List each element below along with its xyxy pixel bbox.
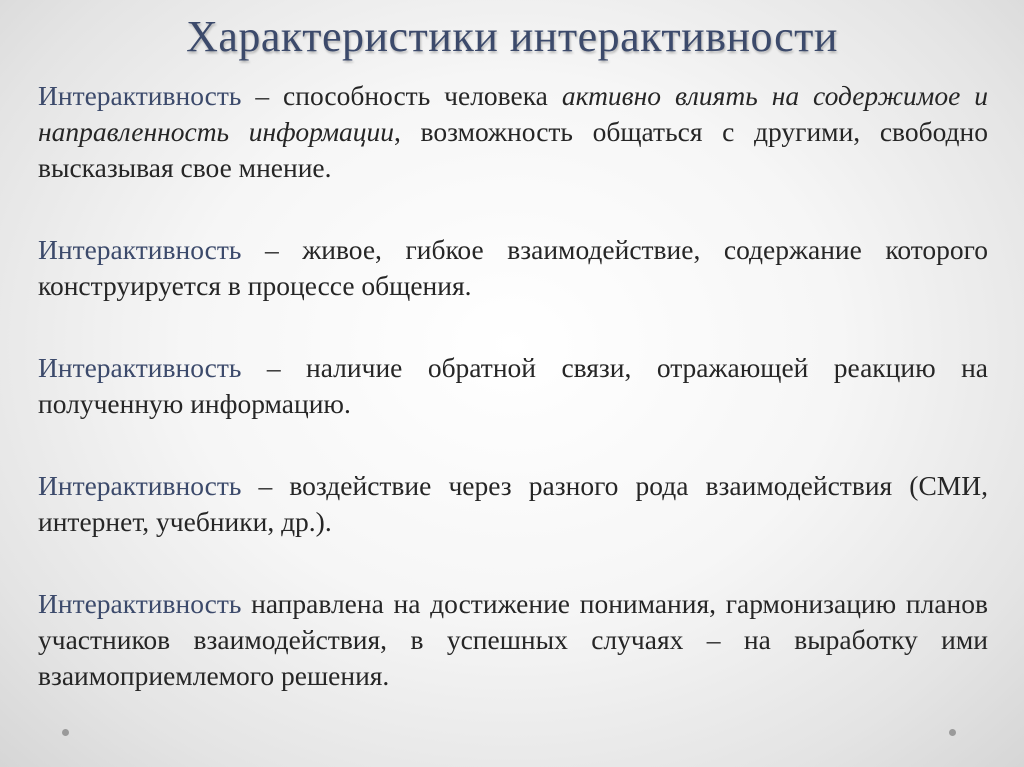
decorative-dot-right (949, 729, 956, 736)
definition-text: – способность человека (241, 80, 562, 111)
term-label: Интерактивность (38, 80, 242, 111)
term-label: Интерактивность (38, 352, 242, 383)
definition-text: – наличие обратной связи, отражающей реакцию на полученную информацию. (38, 352, 988, 419)
definition-paragraph-2 (38, 232, 988, 304)
definition-text: направлена на достижение понимания, гармонизацию планов участников взаимодействия, в успешных случаях – на выработку ими взаимоприемлемого решения. (38, 588, 988, 691)
definition-text: – живое, гибкое взаимодействие, содержание которого конструируется в процессе общения. (38, 234, 988, 301)
definition-text: , возможность общаться с другими, свободно высказывая свое мнение. (38, 116, 989, 183)
definition-italic-text: активно влиять на содержимое и направленность информации (38, 80, 988, 147)
term-label: Интерактивность (38, 588, 242, 619)
term-label: Интерактивность (38, 234, 242, 265)
definition-paragraph-3 (38, 350, 988, 422)
slide-content (38, 78, 988, 694)
definition-paragraph-5 (38, 586, 988, 694)
definition-text: – воздействие через разного рода взаимодействия (СМИ, интернет, учебники, др.). (38, 470, 988, 537)
definition-paragraph-1 (38, 78, 988, 186)
definition-paragraph-4 (38, 468, 988, 540)
term-label: Интерактивность (38, 470, 242, 501)
slide-title: Характеристики интерактивности (186, 12, 838, 61)
decorative-dot-left (62, 729, 69, 736)
